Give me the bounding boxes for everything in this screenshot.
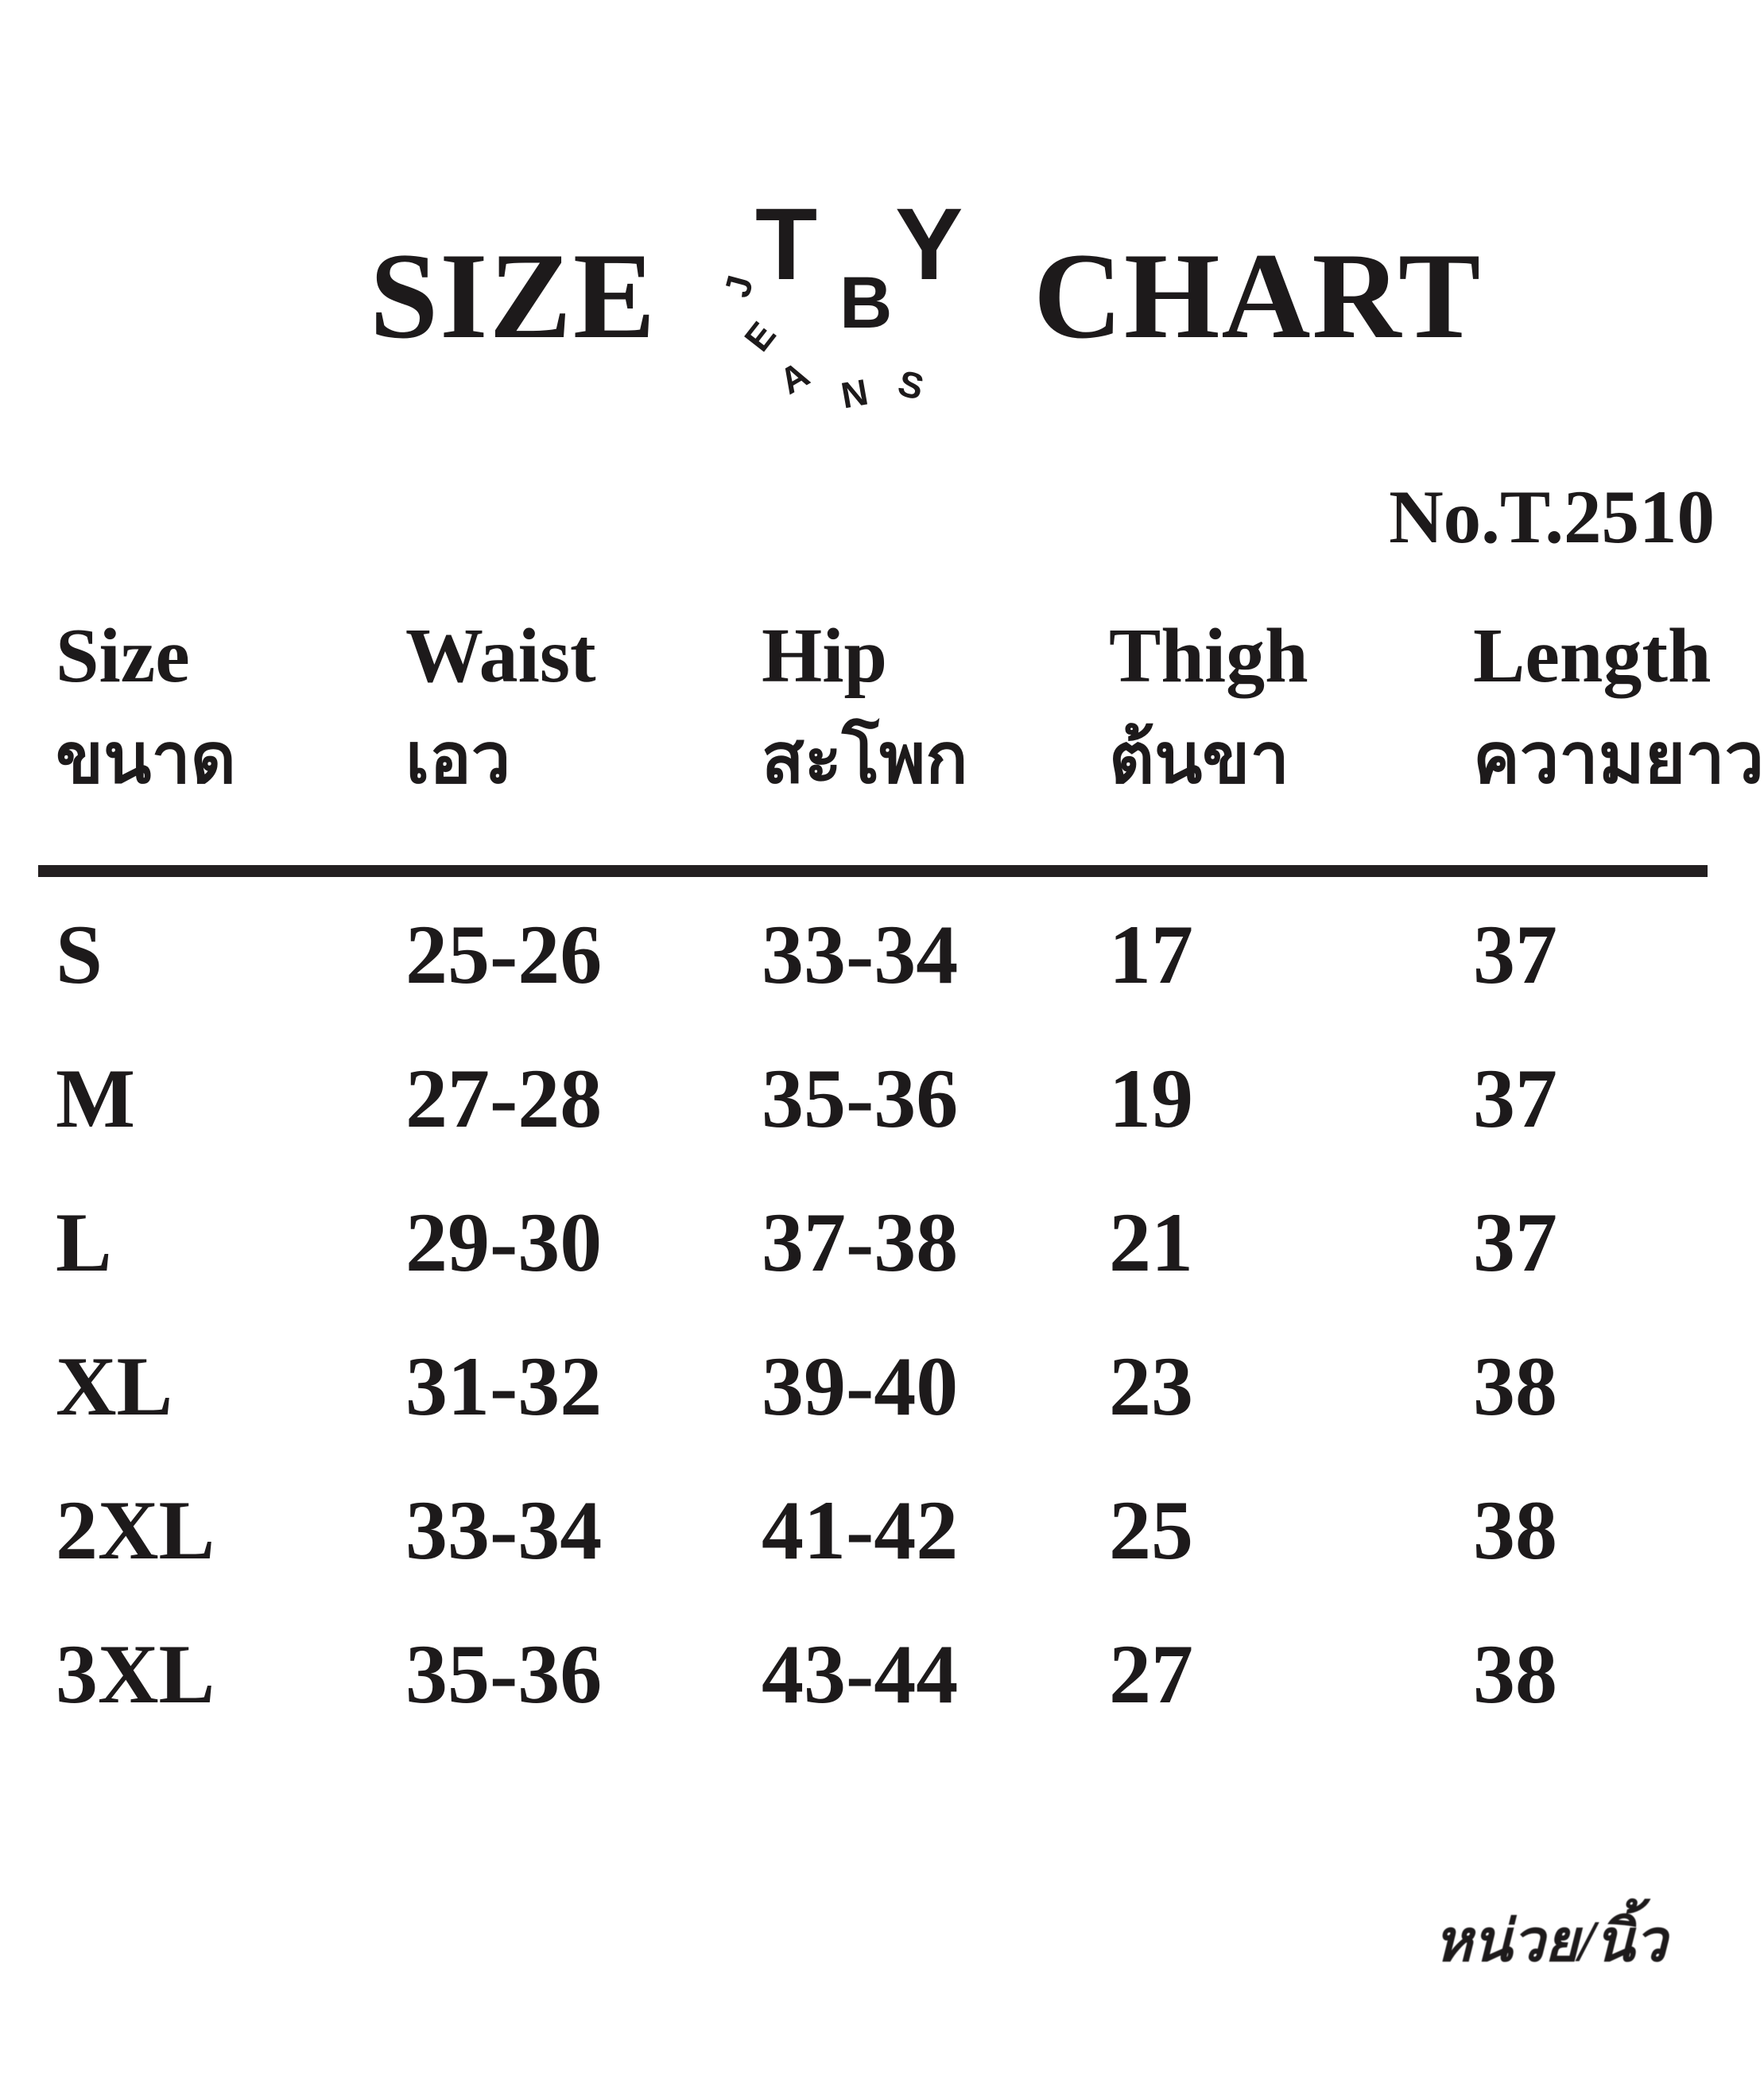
cell-hip: 41-42 [762, 1484, 959, 1577]
logo-letter-t: T [755, 188, 818, 301]
logo-arc-letter-j: J [715, 270, 762, 302]
cell-hip: 35-36 [762, 1052, 959, 1145]
logo-letter-y: Y [895, 188, 963, 301]
column-header-hip-thai: สะโพก [762, 721, 968, 798]
logo-arc-letter-s: S [894, 361, 929, 409]
logo-arc-letter-a: A [772, 353, 816, 402]
cell-size: 2XL [56, 1484, 215, 1577]
cell-length: 38 [1473, 1484, 1557, 1577]
table-row [56, 1484, 1764, 1577]
cell-hip: 33-34 [762, 908, 959, 1001]
tby-jeans-logo [700, 183, 1018, 421]
cell-length: 38 [1473, 1628, 1557, 1721]
table-row [56, 1052, 1764, 1145]
cell-waist: 33-34 [405, 1484, 603, 1577]
table-row [56, 1196, 1764, 1289]
column-header-size: Size [56, 613, 190, 699]
cell-hip: 39-40 [762, 1340, 959, 1433]
logo-letter-b: B [839, 262, 893, 343]
cell-hip: 43-44 [762, 1628, 959, 1721]
cell-hip: 37-38 [762, 1196, 959, 1289]
cell-thigh: 17 [1109, 908, 1193, 1001]
logo-arc-letter-n: N [838, 371, 871, 417]
column-header-thigh: Thigh [1109, 613, 1308, 699]
column-header-thigh-thai: ต้นขา [1109, 721, 1289, 798]
column-header-length-thai: ความยาว [1473, 721, 1764, 798]
title-size-word: SIZE [370, 227, 657, 364]
cell-length: 37 [1473, 1052, 1557, 1145]
column-header-hip: Hip [762, 613, 887, 699]
table-row [56, 1628, 1764, 1721]
cell-waist: 31-32 [405, 1340, 603, 1433]
cell-thigh: 23 [1109, 1340, 1193, 1433]
table-row [56, 1340, 1764, 1433]
table-header-thai [56, 721, 1764, 798]
unit-label: หน่วย/นิ้ว [1434, 1909, 1667, 1973]
cell-size: 3XL [56, 1628, 215, 1721]
column-header-waist-thai: เอว [405, 721, 511, 798]
cell-size: M [56, 1052, 136, 1145]
column-header-waist: Waist [405, 613, 596, 699]
cell-thigh: 19 [1109, 1052, 1193, 1145]
cell-thigh: 21 [1109, 1196, 1193, 1289]
cell-waist: 29-30 [405, 1196, 603, 1289]
header-divider-rule [38, 865, 1708, 877]
logo-arc-letter-e: E [736, 313, 784, 359]
column-header-size-thai: ขนาด [56, 721, 236, 798]
table-row [56, 908, 1764, 1001]
cell-waist: 25-26 [405, 908, 603, 1001]
model-number: No.T.2510 [1389, 475, 1715, 559]
cell-thigh: 27 [1109, 1628, 1193, 1721]
cell-size: S [56, 908, 103, 1001]
cell-size: XL [56, 1340, 173, 1433]
title-chart-word: CHART [1033, 227, 1483, 364]
table-header-english [56, 613, 1764, 699]
column-header-length: Length [1473, 613, 1712, 699]
cell-length: 37 [1473, 1196, 1557, 1289]
cell-waist: 27-28 [405, 1052, 603, 1145]
cell-thigh: 25 [1109, 1484, 1193, 1577]
cell-size: L [56, 1196, 112, 1289]
cell-waist: 35-36 [405, 1628, 603, 1721]
cell-length: 38 [1473, 1340, 1557, 1433]
cell-length: 37 [1473, 908, 1557, 1001]
